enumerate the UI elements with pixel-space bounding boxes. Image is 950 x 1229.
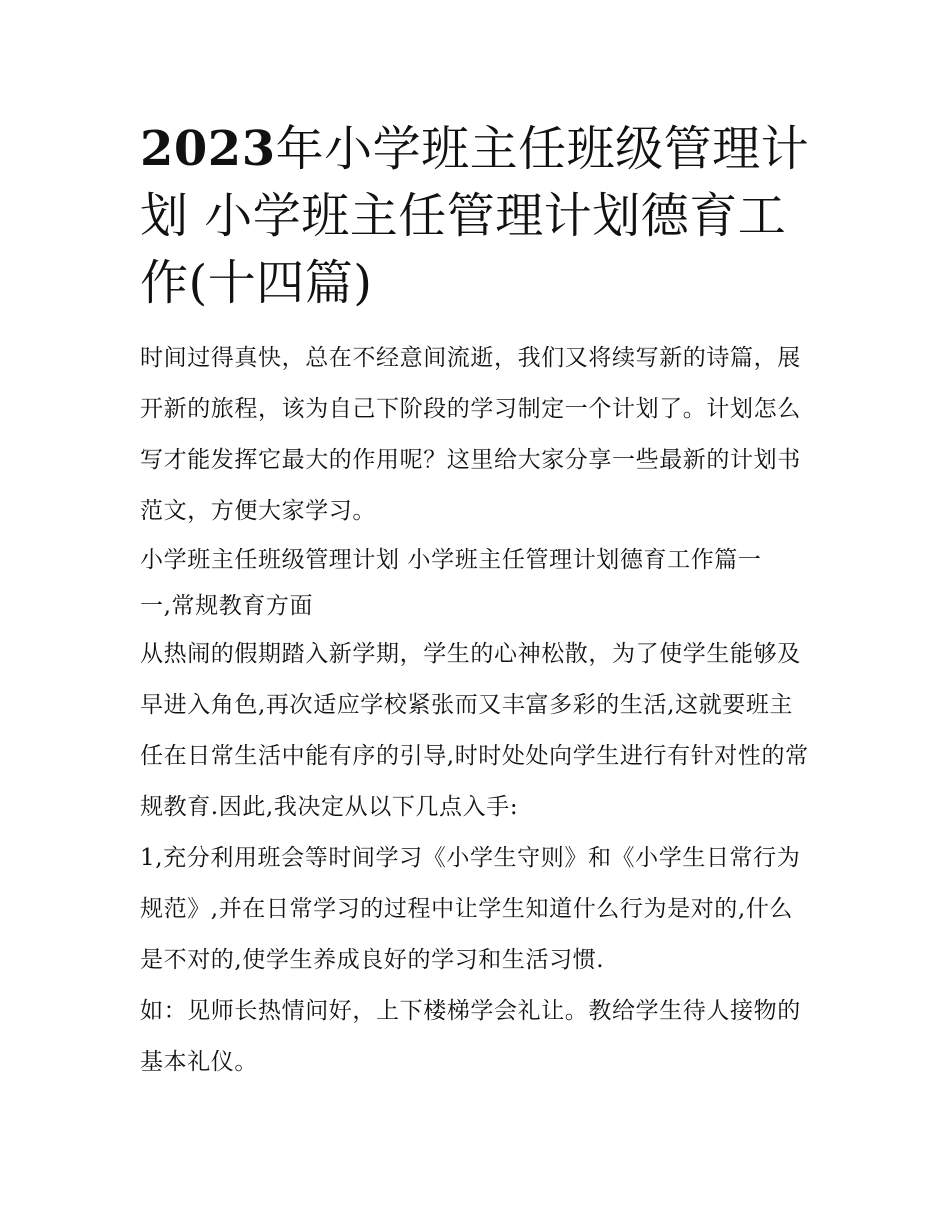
intro-paragraph: 时间过得真快，总在不经意间流逝，我们又将续写新的诗篇，展开新的旅程，该为自己下阶段的学习制定一个计划了。计划怎么写才能发挥它最大的作用呢？这里给大家分享一些最新的计划书范文，方便大家学习。 (140, 345, 801, 524)
body-paragraph: 如：见师长热情问好，上下楼梯学会礼让。教给学生待人接物的基本礼仪。 (140, 998, 801, 1075)
document-title (140, 116, 812, 317)
subsection-heading: 一,常规教育方面 (140, 593, 314, 619)
title-text: 年小学班主任班级管理计划 小学班主任管理计划德育工作(十四篇) (140, 121, 810, 311)
title-year: 2023 (140, 121, 276, 177)
body-paragraph: 1,充分利用班会等时间学习《小学生守则》和《小学生日常行为规范》,并在日常学习的过程中让学生知道什么行为是对的,什么是不对的,使学生养成良好的学习和生活习惯. (140, 845, 801, 973)
section-heading: 小学班主任班级管理计划 小学班主任管理计划德育工作篇一 (140, 547, 762, 573)
document-content (140, 116, 812, 1088)
document-body (140, 333, 812, 1088)
body-paragraph: 从热闹的假期踏入新学期，学生的心神松散，为了使学生能够及早进入角色,再次适应学校紧张而又丰富多彩的生活,这就要班主任在日常生活中能有序的引导,时时处处向学生进行有针对性的常规教育.因此,我决定从以下几点入手: (140, 641, 809, 820)
